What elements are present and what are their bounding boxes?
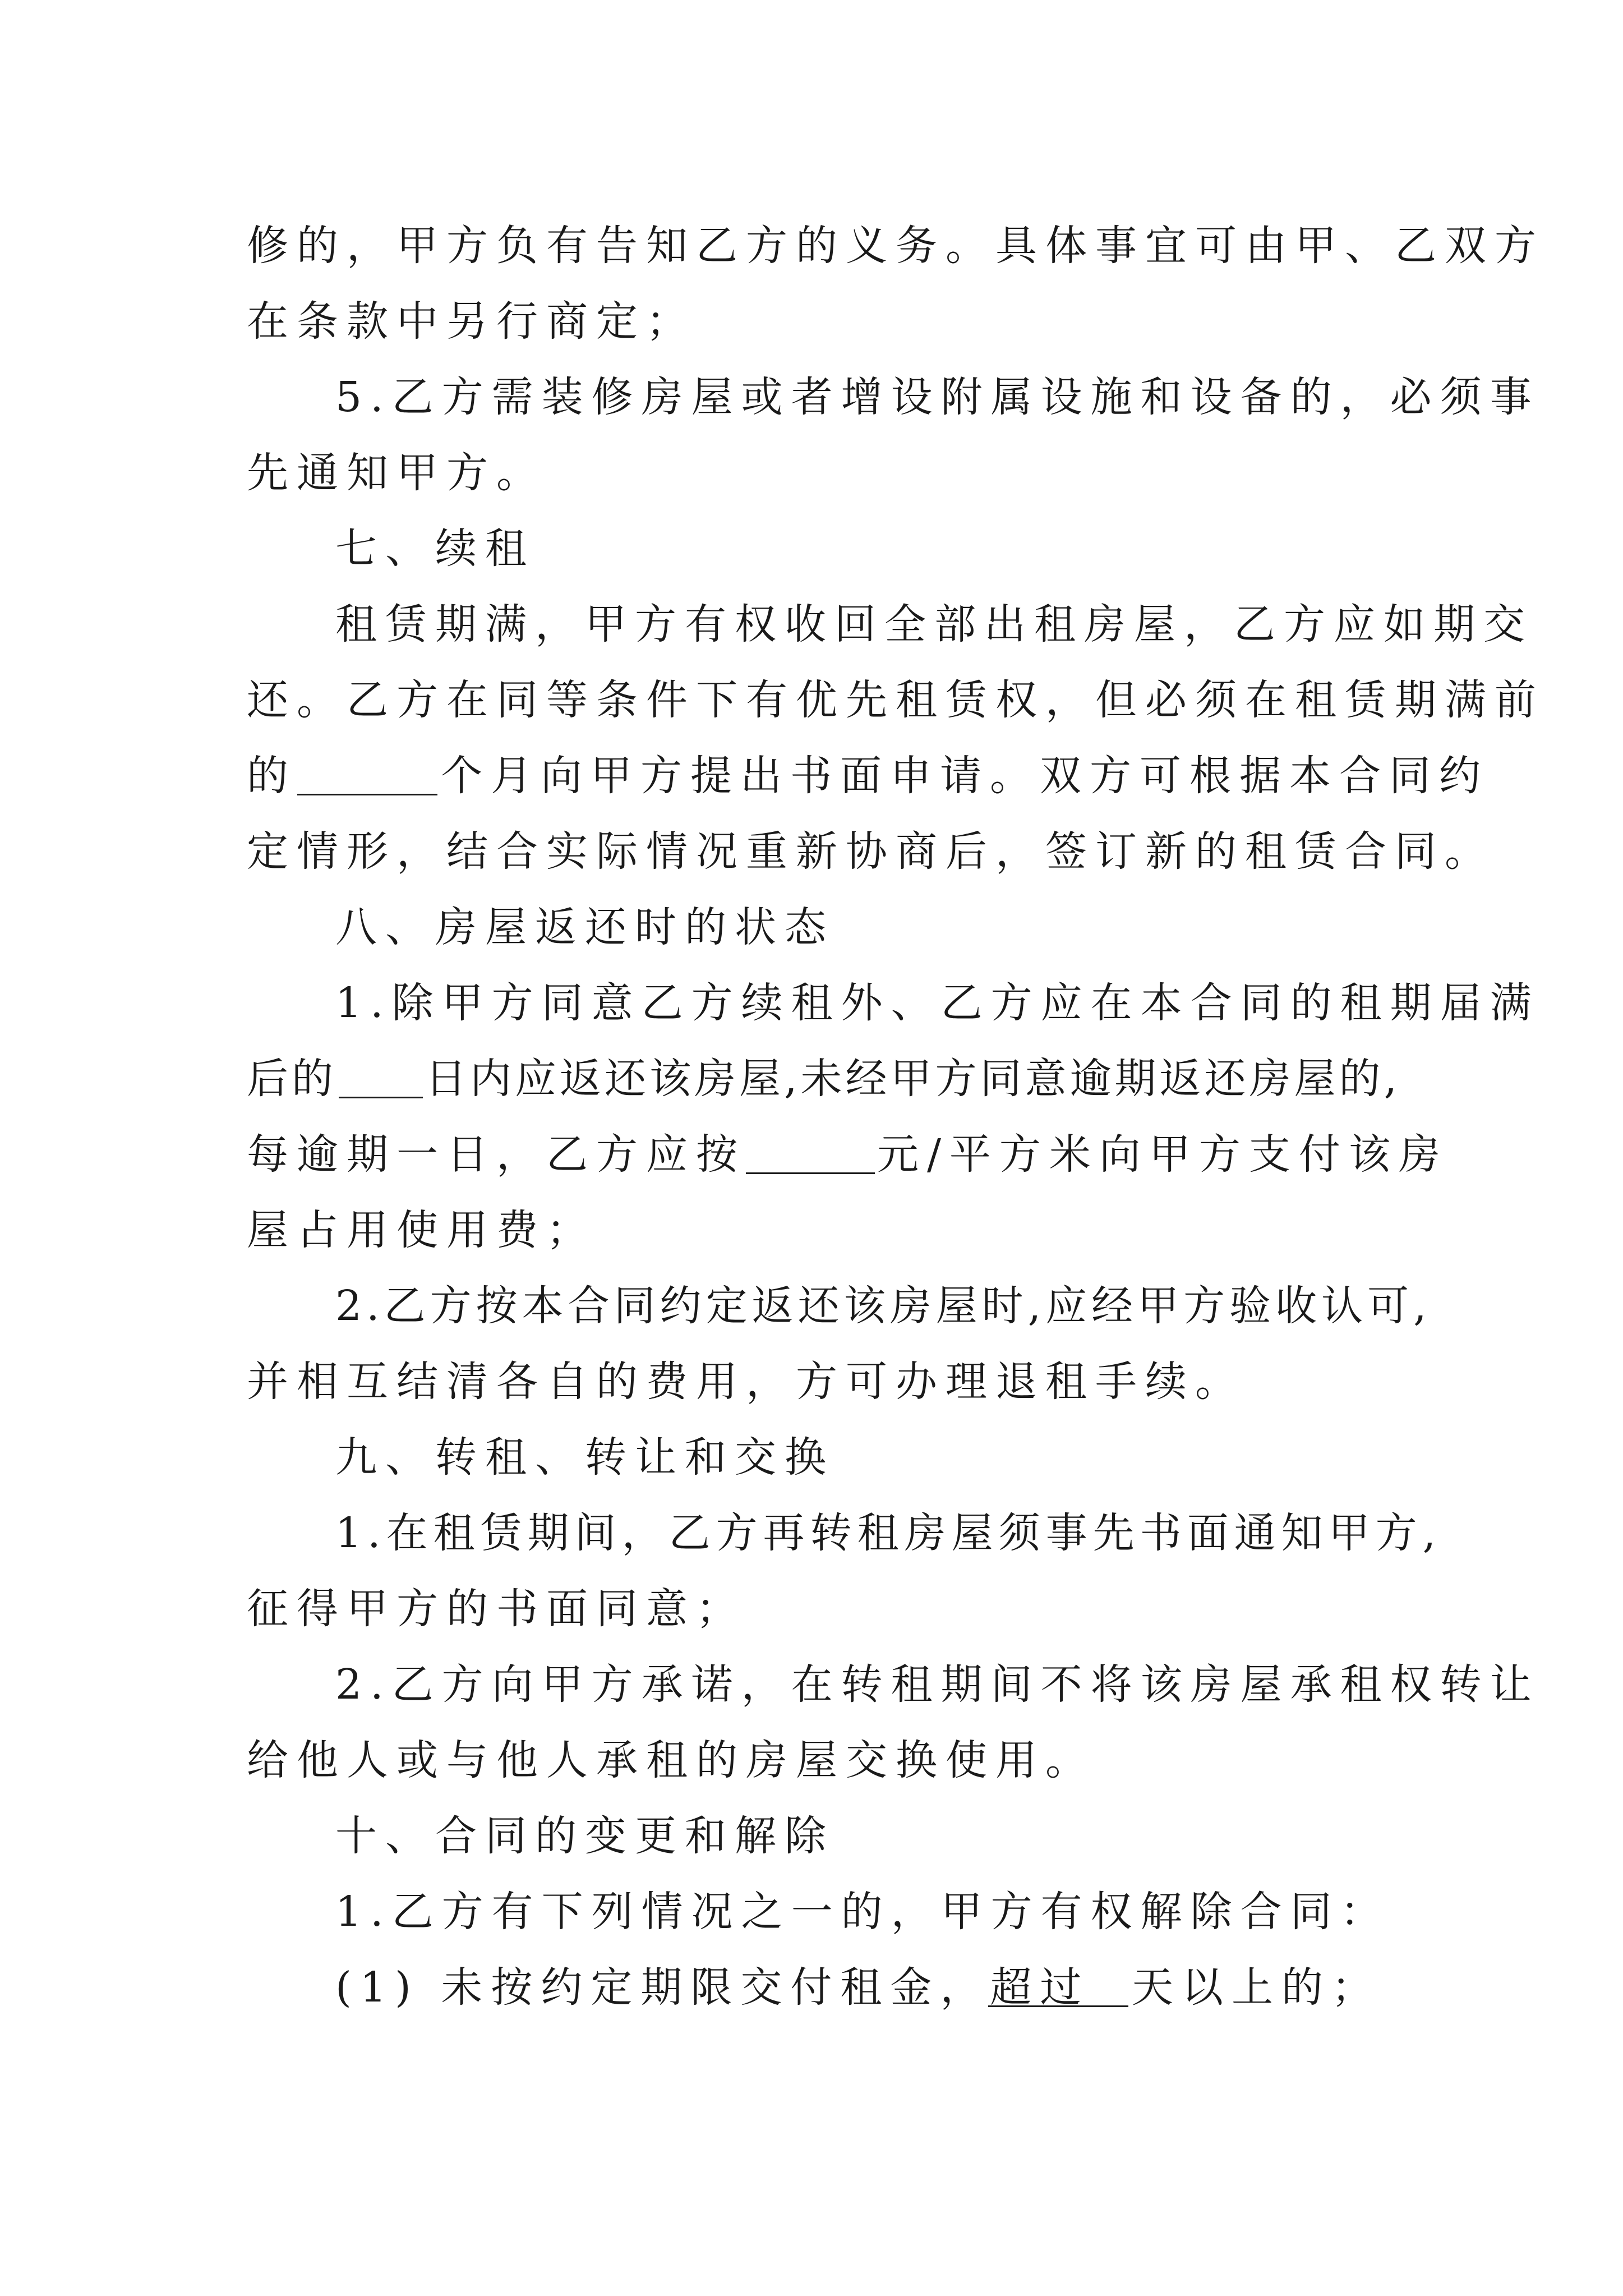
line-text: 并相互结清各自的费用，方可办理退租手续。 (247, 1358, 1245, 1406)
line-text: 5.乙方需装修房屋或者增设附属设施和设备的，必须事 (335, 373, 1540, 421)
text-line (0, 288, 1623, 355)
fill-in-blank (988, 2005, 1128, 2007)
line-text: 的 (247, 752, 297, 800)
line-text: 还。乙方在同等条件下有优先租赁权，但必须在租赁期满前 (247, 676, 1544, 724)
text-line (0, 439, 1623, 507)
line-text: 1.除甲方同意乙方续租外、乙方应在本合同的租期届满 (335, 979, 1540, 1027)
text-line (0, 1954, 1623, 2021)
line-text: 每逾期一日，乙方应按 (247, 1130, 746, 1179)
line-text: 元/平方米向甲方支付该房 (877, 1130, 1449, 1179)
section-heading-text: 七、续租 (335, 524, 535, 573)
section-heading-text: 九、转租、转让和交换 (335, 1433, 834, 1481)
section-heading-text: 十、合同的变更和解除 (335, 1812, 834, 1860)
line-text: 1.在租赁期间，乙方再转租房屋须事先书面通知甲方, (335, 1509, 1442, 1557)
line-text: 定情形，结合实际情况重新协商后，签订新的租赁合同。 (247, 827, 1495, 876)
section-heading (0, 515, 1623, 582)
text-line (0, 969, 1623, 1037)
text-line (0, 1727, 1623, 1794)
text-line (0, 1499, 1623, 1567)
section-heading (0, 1424, 1623, 1491)
fill-in-blank (297, 794, 437, 795)
line-text: 修的，甲方负有告知乙方的义务。具体事宜可由甲、乙双方 (247, 222, 1544, 270)
text-line (0, 212, 1623, 279)
fill-in-blank (339, 1097, 423, 1098)
text-line (0, 1878, 1623, 1945)
line-text: 给他人或与他人承租的房屋交换使用。 (247, 1736, 1095, 1784)
line-text: 天以上的； (1132, 1963, 1381, 2012)
text-line (0, 1348, 1623, 1415)
line-text: 征得甲方的书面同意； (247, 1585, 746, 1633)
line-text: 后的 (247, 1055, 336, 1103)
section-heading (0, 894, 1623, 961)
line-text: 先通知甲方。 (247, 449, 546, 497)
text-line (0, 1045, 1623, 1112)
text-line (0, 1651, 1623, 1718)
text-line (0, 591, 1623, 658)
fill-in-blank (746, 1172, 875, 1174)
text-line (0, 666, 1623, 734)
section-heading-text: 八、房屋返还时的状态 (335, 903, 834, 951)
line-text: 日内应返还该房屋,未经甲方同意逾期返还房屋的, (425, 1055, 1401, 1103)
line-text: 租赁期满，甲方有权收回全部出租房屋，乙方应如期交 (335, 600, 1533, 648)
line-text: 在条款中另行商定； (247, 297, 696, 346)
text-line (0, 1272, 1623, 1340)
line-text: 屋占用使用费； (247, 1206, 596, 1254)
text-line (0, 818, 1623, 885)
text-line (0, 1121, 1623, 1188)
line-text: (1) 未按约定期限交付租金，超过 (335, 1963, 1090, 2012)
text-line (0, 1575, 1623, 1642)
line-text: 2.乙方向甲方承诺，在转租期间不将该房屋承租权转让 (335, 1660, 1540, 1709)
line-text: 个月向甲方提出书面申请。双方可根据本合同约 (441, 752, 1489, 800)
line-text: 2.乙方按本合同约定返还该房屋时,应经甲方验收认可, (335, 1282, 1431, 1330)
text-line (0, 1197, 1623, 1264)
text-line (0, 364, 1623, 431)
line-text: 1.乙方有下列情况之一的，甲方有权解除合同： (335, 1888, 1390, 1936)
section-heading (0, 1802, 1623, 1870)
text-line (0, 742, 1623, 809)
